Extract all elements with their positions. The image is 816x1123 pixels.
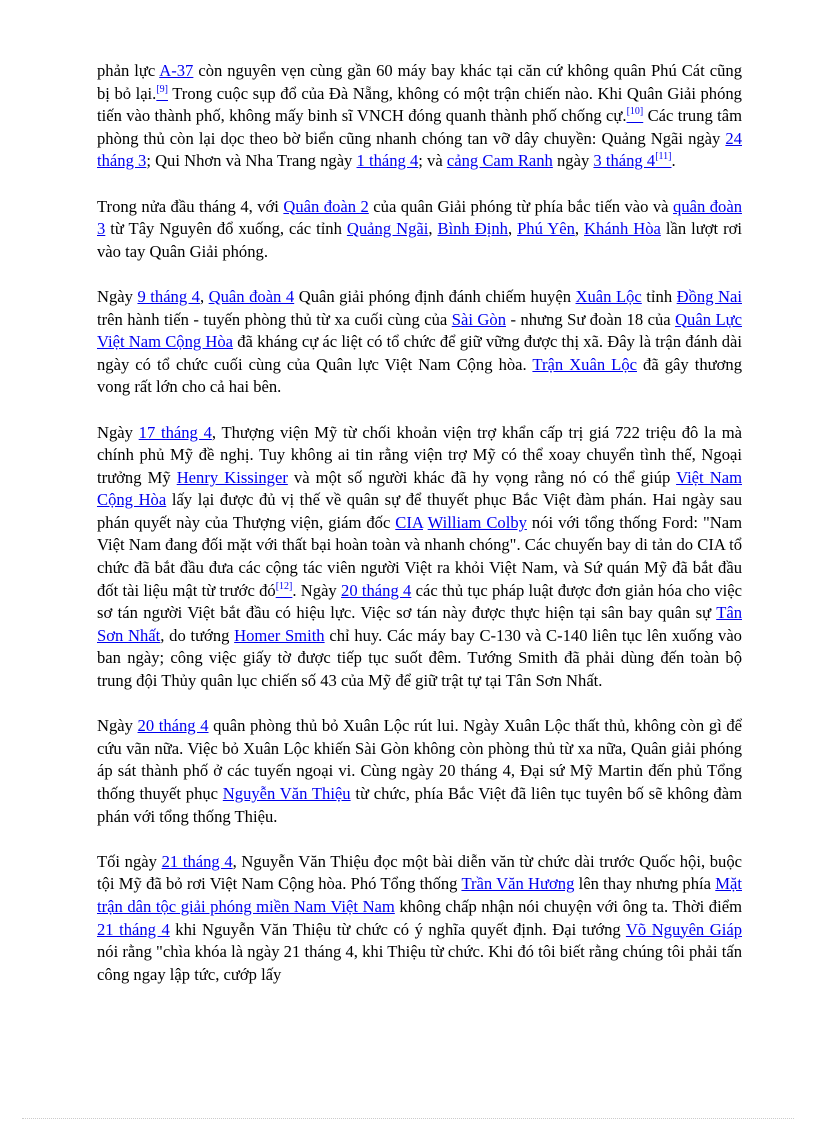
text-run: chỉ huy. Các máy bay C-130 và C-140 liên tục lên xuống vào ban ngày; công việc giấy tờ được tiếp tục suốt đêm. Tướng Smith đã phải dùng đến toàn bộ trung đội Thủy quân lục chiến số 43 của Mỹ để giữ trật tự tại Tân Sơn Nhất. — [97, 625, 742, 691]
text-run: từ Tây Nguyên đổ xuống, các tỉnh — [105, 219, 347, 239]
article-link[interactable]: 21 tháng 4 — [97, 919, 170, 939]
text-run: ; và — [418, 151, 447, 171]
text-run: , — [507, 219, 518, 239]
page-bottom-divider — [22, 1118, 794, 1119]
article-link[interactable]: quân đoàn 3 — [97, 196, 742, 239]
text-run: , Nguyễn Văn Thiệu đọc một bài diễn văn từ chức dài trước Quốc hội, buộc tội Mỹ đã bỏ rơi Việt Nam Cộng hòa. Phó Tổng thống — [97, 851, 742, 894]
reference-link[interactable]: [11] — [655, 151, 672, 163]
text-run: , — [199, 286, 209, 306]
article-link[interactable]: cảng Cam Ranh — [446, 151, 553, 171]
text-run: đã gây thương vong rất lớn cho cả hai bên. — [97, 354, 742, 397]
text-run: , — [574, 219, 585, 239]
text-run: , do tướng — [160, 625, 235, 645]
article-link[interactable]: Đồng Nai — [676, 286, 742, 306]
reference-link[interactable]: [10] — [626, 106, 644, 118]
article-link[interactable]: Mặt trận dân tộc giải phóng miền Nam Việt Nam — [97, 874, 742, 916]
article-link[interactable]: Trần Văn Hương — [461, 874, 575, 894]
article-link[interactable]: Quân đoàn 2 — [283, 196, 369, 216]
article-link[interactable]: 1 tháng 4 — [356, 151, 419, 171]
paragraph — [97, 715, 742, 828]
reference-link[interactable]: [12] — [275, 580, 293, 592]
article-link[interactable]: CIA — [395, 512, 423, 532]
article-link[interactable]: Quân đoàn 4 — [208, 286, 295, 306]
article-link[interactable]: Võ Nguyên Giáp — [625, 919, 742, 939]
text-run: Các trung tâm phòng thủ còn lại dọc theo bờ biển cũng nhanh chóng tan vỡ dây chuyền: Quảng Ngãi ngày — [97, 106, 742, 148]
text-run: Trong nửa đầu tháng 4, với — [97, 196, 284, 216]
reference-link[interactable]: [9] — [156, 83, 168, 95]
article-link[interactable]: Homer Smith — [234, 625, 325, 645]
article-link[interactable]: Phú Yên — [517, 219, 575, 239]
text-run: Ngày — [97, 286, 138, 306]
article-link[interactable]: Henry Kissinger — [176, 467, 288, 487]
article-link[interactable]: Tân Sơn Nhất — [97, 603, 742, 645]
text-run: . — [671, 151, 676, 171]
text-run: . Ngày — [292, 580, 342, 600]
article-link[interactable]: Xuân Lộc — [575, 286, 642, 306]
text-run: , Thượng viện Mỹ từ chối khoản viện trợ khẩn cấp trị giá 722 triệu đô la mà chính phủ Mỹ đề nghị. Tuy không ai tin rằng viện trợ Mỹ có thể xoay chuyển tình thế, Ngoại trưởng Mỹ — [97, 422, 743, 487]
article-link[interactable]: 17 tháng 4 — [138, 422, 212, 442]
text-run: Tối ngày — [97, 851, 162, 871]
text-run: lấy lại được đủ vị thế về quân sự để thuyết phục Bắc Việt đàm phán. Hai ngày sau phán quyết này của Thượng viện, giám đốc — [97, 490, 742, 532]
paragraph — [97, 60, 742, 173]
text-run: còn nguyên vẹn cùng gần 60 máy bay khác tại căn cứ không quân Phú Cát cũng bị bỏ lại. — [97, 61, 742, 103]
article-link[interactable]: Trận Xuân Lộc — [532, 354, 637, 374]
text-run: và một số người khác đã hy vọng rằng nó có thể giúp — [287, 467, 677, 487]
text-run: , — [428, 219, 438, 239]
article-link[interactable]: Bình Định — [437, 219, 508, 239]
article-link[interactable]: William Colby — [427, 512, 527, 532]
text-run: của quân Giải phóng từ phía bắc tiến vào và — [368, 196, 674, 216]
article-link[interactable]: Quân Lực Việt Nam Cộng Hòa — [97, 309, 742, 352]
text-run: nói với tổng thống Ford: "Nam Việt Nam đang đối mặt với thất bại hoàn toàn và nhanh chóng". Các chuyến bay di tản do CIA tổ chức đã bắt đầu đưa các cộng tác viên người Việt ra khỏi Việt Nam, và Sứ quán Mỹ đã bắt đầu đốt tài liệu mật từ trước đó — [97, 512, 742, 600]
document-body — [97, 60, 742, 1009]
article-link[interactable]: 21 tháng 4 — [161, 851, 233, 871]
paragraph — [97, 422, 742, 693]
article-link[interactable]: 24 tháng 3 — [97, 128, 742, 171]
text-run: ; Qui Nhơn và Nha Trang ngày — [146, 151, 357, 171]
text-run: ngày — [552, 151, 594, 171]
text-run: Quân giải phóng định đánh chiếm huyện — [294, 286, 576, 306]
text-run: - nhưng Sư đoàn 18 của — [506, 309, 676, 329]
article-link[interactable]: 3 tháng 4 — [593, 151, 656, 171]
article-link[interactable]: Khánh Hòa — [584, 219, 661, 239]
text-run: Ngày — [97, 716, 138, 736]
article-link[interactable]: A-37 — [159, 61, 194, 80]
text-run: không chấp nhận nói chuyện với ông ta. Thời điểm — [394, 896, 742, 916]
article-link[interactable]: Nguyễn Văn Thiệu — [222, 784, 351, 803]
text-run: phản lực — [97, 61, 160, 80]
article-link[interactable]: Việt Nam Cộng Hòa — [97, 467, 742, 510]
paragraph — [97, 851, 742, 987]
article-link[interactable]: Quảng Ngãi — [346, 219, 429, 239]
article-link[interactable]: 9 tháng 4 — [137, 286, 200, 306]
text-run: các thủ tục pháp luật được đơn giản hóa cho việc sơ tán người Việt bắt đầu có hiệu lực. Việc sơ tán này được thực hiện tại sân bay quân sự — [97, 580, 742, 623]
paragraph — [97, 286, 742, 399]
article-link[interactable]: 20 tháng 4 — [341, 580, 412, 600]
article-link[interactable]: Sài Gòn — [451, 309, 506, 329]
text-run: lần lượt rơi vào tay Quân Giải phóng. — [97, 219, 742, 261]
text-run: lên thay nhưng phía — [574, 874, 716, 894]
text-run: Ngày — [97, 422, 139, 442]
text-run: từ chức, phía Bắc Việt đã liên tục tuyên bố sẽ không đàm phán với tổng thống Thiệu. — [97, 784, 742, 826]
text-run: đã kháng cự ác liệt có tổ chức để giữ vững được thị xã. Đây là trận đánh dài ngày có tổ chức cuối cùng của Quân lực Việt Nam Cộng hòa. — [97, 332, 742, 374]
text-run: nói rằng "chìa khóa là ngày 21 tháng 4, khi Thiệu từ chức. Khi đó tôi biết rằng chúng tôi phải tấn công ngay lập tức, cướp lấy — [97, 942, 742, 984]
paragraph — [97, 196, 742, 264]
text-run: quân phòng thủ bỏ Xuân Lộc rút lui. Ngày Xuân Lộc thất thủ, không còn gì để cứu vãn nữa. Việc bỏ Xuân Lộc khiến Sài Gòn không còn phòng thủ từ xa nữa, Quân giải phóng áp sát thành phố ở các tuyến ngoại vi. Cùng ngày 20 tháng 4, Đại sứ Mỹ Martin đến phủ Tổng thống thuyết phục — [97, 716, 742, 803]
article-link[interactable]: 20 tháng 4 — [137, 716, 209, 736]
text-run: tỉnh — [641, 286, 677, 306]
text-run: trên hành tiến - tuyến phòng thủ từ xa cuối cùng của — [97, 309, 452, 329]
text-run: Trong cuộc sụp đổ của Đà Nẵng, không có một trận chiến nào. Khi Quân Giải phóng tiến vào thành phố, không mấy binh sĩ VNCH đóng quanh thành phố chống cự. — [97, 83, 742, 126]
text-run: khi Nguyễn Văn Thiệu từ chức có ý nghĩa quyết định. Đại tướng — [169, 919, 626, 939]
